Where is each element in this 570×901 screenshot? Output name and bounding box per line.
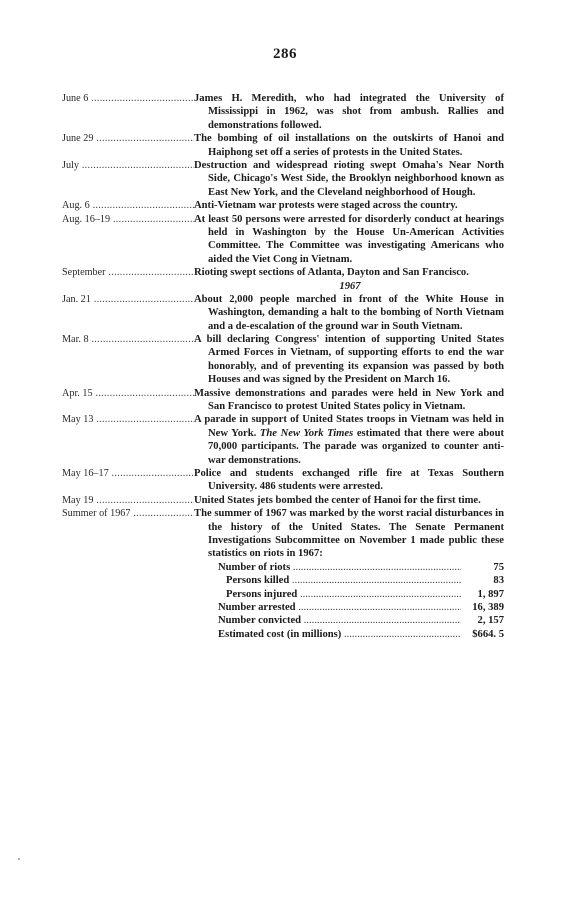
chronology-list: [62, 92, 504, 641]
chronology-entry: [62, 266, 504, 279]
entry-date: June 29 .....: [62, 132, 194, 145]
entry-date: July .....: [62, 159, 194, 172]
year-heading: 1967: [339, 280, 361, 292]
stat-label: Persons killed .....: [226, 574, 461, 587]
entry-description: [194, 413, 504, 467]
stat-row: [218, 561, 504, 574]
stat-row: [218, 588, 504, 601]
entry-description: Massive demonstrations and parades were held in New York and San Francisco to protest United States policy in Vietnam.: [194, 387, 504, 412]
chronology-entry: [62, 199, 504, 212]
entries-1966: [62, 92, 504, 280]
entry-date: June 6 .....: [62, 92, 194, 105]
stat-value: 1, 897: [477, 588, 504, 600]
entry-date: Jan. 21 .....: [62, 293, 194, 306]
chronology-entry: [62, 413, 504, 467]
riot-statistics-table: [218, 561, 504, 641]
entry-description: Destruction and widespread rioting swept Omaha's Near North Side, Chicago's West Side, the Brooklyn neighborhood known as East New York, and the Cleveland neighborhood of Hough.: [194, 160, 504, 198]
stat-row: [218, 574, 504, 587]
entry-date: Apr. 15 .....: [62, 387, 194, 400]
chronology-entry: [62, 92, 504, 132]
entry-description: Rioting swept sections of Atlanta, Dayton and San Francisco.: [194, 267, 469, 279]
entry-description: About 2,000 people marched in front of the White House in Washington, demanding a halt to the bombing of North Vietnam and a de-escalation of the ground war in South Vietnam.: [194, 293, 504, 332]
stat-value: 83: [493, 575, 504, 587]
entry-description-part: estimated that there were about 70,000 participants. The parade was organized to counter anti-war demonstrations.: [208, 427, 504, 466]
entries-1967: [62, 293, 504, 561]
entry-description: Police and students exchanged rifle fire at Texas Southern University. 486 students were arrested.: [194, 467, 504, 493]
entry-description: At least 50 persons were arrested for disorderly conduct at hearings held in Washington by the House Un-American Activities Committee. The Committee was investigating Americans who aided the Viet Cong in Vietnam.: [194, 213, 504, 265]
stat-value: 16, 389: [472, 602, 504, 614]
chronology-entry: [62, 132, 504, 159]
entry-date: September .....: [62, 266, 194, 279]
chronology-entry: [62, 159, 504, 199]
stat-value: 75: [493, 561, 504, 573]
entry-description: James H. Meredith, who had integrated the University of Mississippi in 1962, was shot from ambush. Rallies and demonstrations followed.: [194, 93, 504, 131]
entry-description: United States jets bombed the center of Hanoi for the first time.: [194, 494, 481, 506]
stat-label: Estimated cost (in millions) .....: [218, 628, 461, 641]
chronology-entry: [62, 213, 504, 267]
stat-label: Number convicted .....: [218, 614, 461, 627]
entry-date: Mar. 8 .....: [62, 333, 194, 346]
entry-date: Summer of 1967 .....: [62, 507, 194, 520]
stat-label: Number of riots .....: [218, 561, 461, 574]
stat-value: 2, 157: [477, 615, 504, 627]
entry-description: Anti-Vietnam war protests were staged across the country.: [194, 200, 458, 212]
stat-value: $664. 5: [472, 628, 504, 640]
entry-description: The bombing of oil installations on the outskirts of Hanoi and Haiphong set off a series of protests in the United States.: [194, 133, 504, 158]
stat-row: [218, 601, 504, 614]
entry-date: May 16–17 .....: [62, 467, 194, 480]
stat-row: [218, 614, 504, 627]
chronology-entry: [62, 387, 504, 414]
page-number: 286: [273, 46, 297, 62]
stat-label: Persons injured .....: [226, 588, 461, 601]
chronology-entry: [62, 333, 504, 387]
entry-date: May 13 .....: [62, 413, 194, 426]
chronology-entry: [62, 293, 504, 333]
chronology-entry: [62, 494, 504, 507]
stat-row: [218, 628, 504, 641]
entry-date: Aug. 6 .....: [62, 199, 194, 212]
scan-speck: [18, 858, 20, 860]
stat-label: Number arrested .....: [218, 601, 461, 614]
entry-description-part: A parade in support of United States troops in Vietnam was held in New York.: [194, 414, 504, 439]
chronology-entry: [62, 467, 504, 494]
entry-description: A bill declaring Congress' intention of supporting United States Armed Forces in Vietnam, of supporting efforts to end the war honorably, and of preventing its expansion was passed by both Houses and was signed by the President on March 16.: [194, 333, 504, 386]
entry-date: May 19 .....: [62, 494, 194, 507]
entry-date: Aug. 16–19 .....: [62, 213, 194, 226]
newspaper-title: The New York Times: [259, 427, 354, 439]
chronology-entry: [62, 507, 504, 561]
entry-description: The summer of 1967 was marked by the worst racial disturbances in the history of the United States. The Senate Permanent Investigations Subcommittee on November 1 made public these statistics on riots in 1967:: [194, 508, 504, 560]
